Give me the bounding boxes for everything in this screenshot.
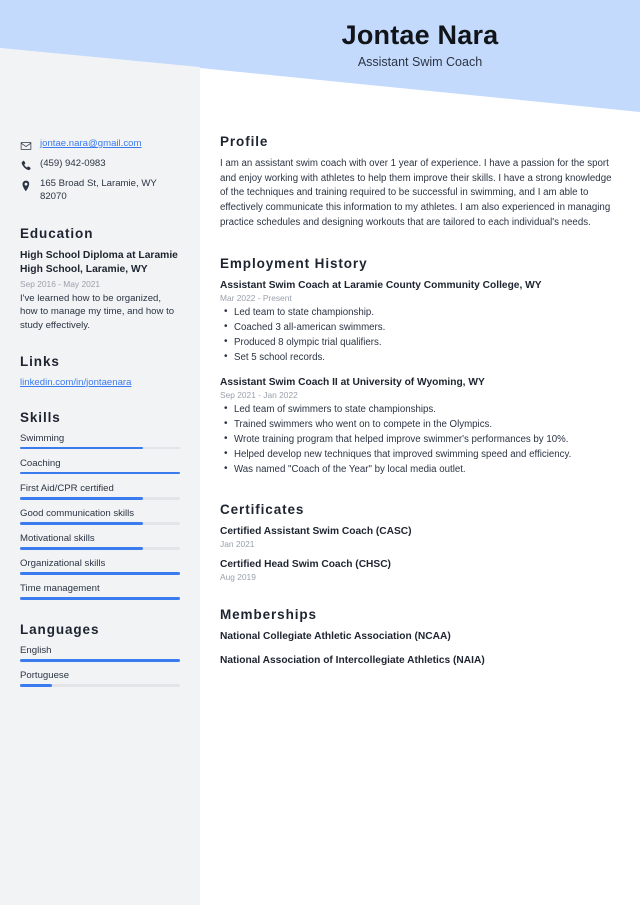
envelope-icon <box>20 140 32 152</box>
language-level-track <box>20 684 180 687</box>
skill-level-track <box>20 472 180 475</box>
language-item <box>20 645 180 662</box>
employment-bullets <box>220 403 618 477</box>
language-level-track <box>20 659 180 662</box>
skill-level-track <box>20 497 180 500</box>
main-content <box>200 125 640 677</box>
employment-bullet: • Produced 8 olympic trial qualifiers. <box>220 336 618 350</box>
employment-bullet: • Led team to state championship. <box>220 306 618 320</box>
contact-item[interactable] <box>20 138 180 152</box>
certificate-date: Jan 2021 <box>220 539 255 550</box>
skill-label: Swimming <box>20 432 65 444</box>
skills-heading: Skills <box>20 409 61 425</box>
language-level-fill <box>20 684 52 687</box>
skill-label: Organizational skills <box>20 558 106 570</box>
certificate-date: Aug 2019 <box>220 572 256 583</box>
certificate-name: Certified Assistant Swim Coach (CASC) <box>220 525 412 537</box>
education-heading: Education <box>20 226 94 242</box>
sidebar <box>0 125 200 695</box>
profile-link[interactable]: linkedin.com/in/jontaenara <box>20 376 132 388</box>
employment-item <box>220 376 618 477</box>
map-pin-icon <box>20 180 32 192</box>
candidate-name: Jontae Nara <box>341 20 499 50</box>
links-heading: Links <box>20 353 60 369</box>
skill-label: Coaching <box>20 457 61 469</box>
skill-level-fill <box>20 547 143 550</box>
employment-bullet: • Trained swimmers who went on to compete in the Olympics. <box>220 418 618 432</box>
contact-item <box>20 178 180 203</box>
skill-item <box>20 583 180 600</box>
education-list <box>20 249 180 331</box>
skill-item <box>20 458 180 475</box>
contact-value[interactable]: jontae.nara@gmail.com <box>40 138 142 149</box>
skill-label: Good communication skills <box>20 508 135 520</box>
links-list <box>20 377 180 388</box>
memberships-list <box>220 630 618 667</box>
skill-label: Motivational skills <box>20 533 95 545</box>
certificate-name: Certified Head Swim Coach (CHSC) <box>220 559 391 571</box>
profile-heading: Profile <box>220 134 269 149</box>
skills-list <box>20 433 180 600</box>
skill-item <box>20 433 180 450</box>
membership-item: National Collegiate Athletic Association (NCAA) <box>220 631 451 643</box>
employment-title: Assistant Swim Coach at Laramie County Community College, WY <box>220 279 542 291</box>
contact-item <box>20 158 180 172</box>
education-description: I've learned how to be organized, how to manage my time, and how to study effectively. <box>20 293 175 331</box>
certificate-item <box>220 558 618 582</box>
languages-heading: Languages <box>20 621 100 637</box>
employment-heading: Employment History <box>220 255 368 271</box>
language-item <box>20 670 180 687</box>
language-label: English <box>20 644 52 656</box>
employment-bullet: • Wrote training program that helped improve swimmer's performances by 10%. <box>220 433 618 447</box>
employment-date: Mar 2022 - Present <box>220 292 292 303</box>
skill-item <box>20 533 180 550</box>
skill-item <box>20 558 180 575</box>
education-item <box>20 249 180 331</box>
employment-bullet: • Set 5 school records. <box>220 351 618 365</box>
profile-text: I am an assistant swim coach with over 1 year of experience. I have a passion for the sport and enjoy working with athletes to help them improve their skills. I have a strong knowledge of the techniques and training required to be successful in swimming, and I am able to effectively communicate this information to my athletes. I am also experienced in managing practice schedules and designing workouts that are tailored to each individual's needs. <box>220 158 612 228</box>
skill-item <box>20 483 180 500</box>
employment-title: Assistant Swim Coach II at University of Wyoming, WY <box>220 376 485 388</box>
contact-value: 165 Broad St, Laramie, WY 82070 <box>40 178 157 202</box>
employment-bullets <box>220 306 618 365</box>
contact-list <box>20 138 180 203</box>
employment-bullet: • Helped develop new techniques that improved swimming speed and efficiency. <box>220 448 618 462</box>
skill-level-fill <box>20 597 180 600</box>
memberships-heading: Memberships <box>220 607 317 623</box>
employment-bullet: • Was named "Coach of the Year" by local media outlet. <box>220 463 618 477</box>
skill-level-track <box>20 597 180 600</box>
certificates-heading: Certificates <box>220 501 305 517</box>
skill-label: First Aid/CPR certified <box>20 482 114 494</box>
skill-level-track <box>20 522 180 525</box>
language-label: Portuguese <box>20 670 70 682</box>
employment-list <box>220 279 618 477</box>
skill-level-fill <box>20 522 143 525</box>
employment-item <box>220 279 618 365</box>
skill-level-track <box>20 547 180 550</box>
education-title: High School Diploma at Laramie High School, Laramie, WY <box>20 250 178 276</box>
employment-date: Sep 2021 - Jan 2022 <box>220 390 298 401</box>
skill-level-fill <box>20 497 143 500</box>
skill-level-fill <box>20 447 143 450</box>
header-text-block <box>200 0 640 69</box>
skill-level-track <box>20 572 180 575</box>
languages-list <box>20 645 180 687</box>
phone-icon <box>20 160 32 172</box>
employment-bullet: • Coached 3 all-american swimmers. <box>220 321 618 335</box>
employment-bullet: • Led team of swimmers to state championships. <box>220 403 618 417</box>
skill-item <box>20 508 180 525</box>
skill-level-fill <box>20 572 180 575</box>
candidate-job-title: Assistant Swim Coach <box>357 54 483 69</box>
skill-level-track <box>20 447 180 450</box>
education-date: Sep 2016 - May 2021 <box>20 279 101 290</box>
language-level-fill <box>20 659 180 662</box>
skill-level-fill <box>20 472 180 475</box>
membership-item: National Association of Intercollegiate Athletics (NAIA) <box>220 654 485 666</box>
contact-value: (459) 942-0983 <box>40 158 106 169</box>
certificates-list <box>220 525 618 583</box>
certificate-item <box>220 525 618 549</box>
skill-label: Time management <box>20 583 100 595</box>
